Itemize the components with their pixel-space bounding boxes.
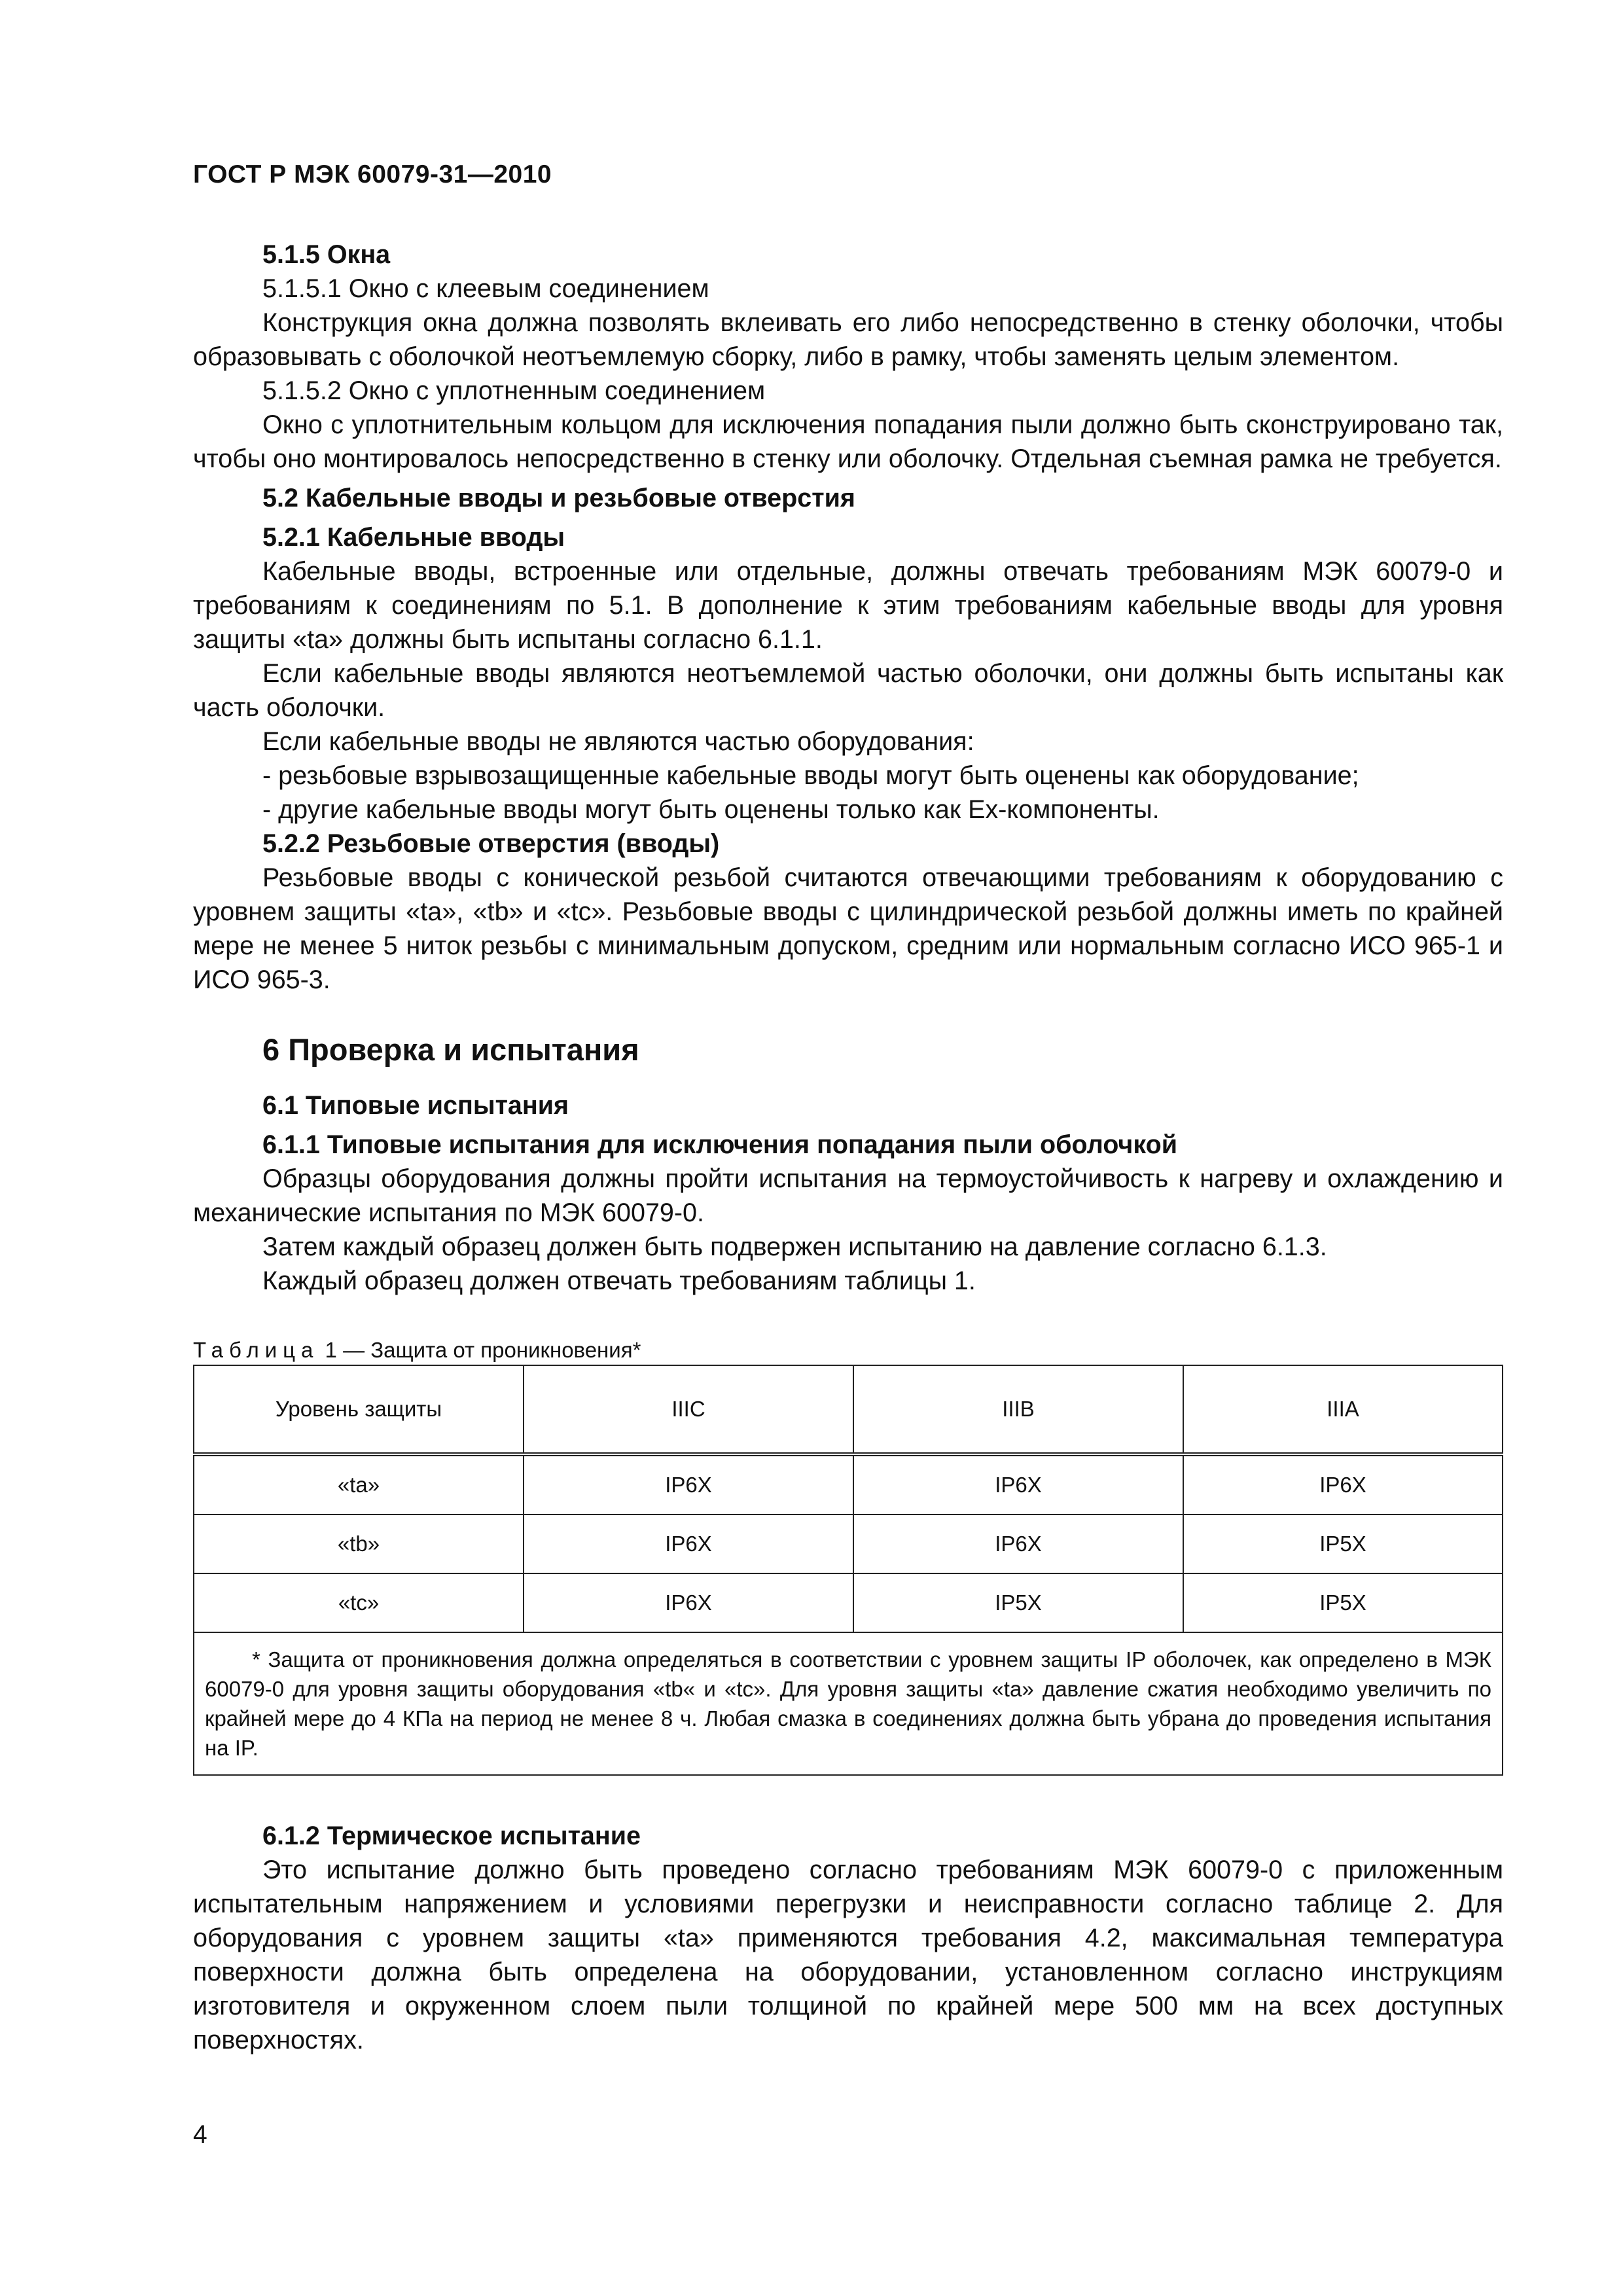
table-note: * Защита от проникновения должна определяться в соответствии с уровнем защиты IP оболочек, как определено в МЭК 60079-0 для уровня защиты оборудования «tb« и «tc». Для уровня защиты «ta» давление сжатия необходимо увеличить по крайней мере до 4 КПа на период не менее 8 ч. Любая смазка в соединениях должна быть убрана до проведения испытания на IP. (205, 1647, 1491, 1760)
document-header: ГОСТ Р МЭК 60079-31—2010 (193, 160, 552, 188)
section-5-2-heading: 5.2 Кабельные вводы и резьбовые отверстия (262, 484, 855, 512)
section-5-2-1-list-item-2: - другие кабельные вводы могут быть оценены только как Ex-компоненты. (262, 795, 1160, 824)
table-row (194, 1515, 1503, 1573)
section-5-1-5-heading: 5.1.5 Окна (262, 240, 391, 269)
section-6-1-1-paragraph-1: Образцы оборудования должны пройти испытания на термоустойчивость к нагреву и охлаждению и механические испытания по МЭК 60079-0. (193, 1164, 1503, 1227)
section-5-1-5-2-heading: 5.1.5.2 Окно с уплотненным соединением (262, 376, 766, 405)
section-5-2-1-list-item-1: - резьбовые взрывозащищенные кабельные вводы могут быть оценены как оборудование; (262, 761, 1359, 790)
section-5-2-1-paragraph-2: Если кабельные вводы являются неотъемлемой частью оболочки, они должны быть испытаны как часть оболочки. (193, 659, 1503, 722)
page-number: 4 (193, 2121, 207, 2149)
table-1-caption-title: 1 — Защита от проникновения* (319, 1338, 641, 1362)
table-1-caption-label: Таблица (193, 1338, 319, 1362)
section-5-2-2-text: Резьбовые вводы с конической резьбой считаются отвечающими требованиям к оборудованию с уровнем защиты «ta», «tb» и «tc». Резьбовые вводы с цилиндрической резьбой должны иметь по крайней мере не менее 5 ниток резьбы с минимальным допуском, средним или нормальным согласно ИСО 965-1 и ИСО 965-3. (193, 863, 1503, 994)
table-cell: IP6X (524, 1515, 853, 1573)
table-cell: IP6X (1183, 1454, 1503, 1515)
table-cell: «tc» (194, 1573, 524, 1632)
table-cell: IP6X (524, 1573, 853, 1632)
section-5-2-1-paragraph-1: Кабельные вводы, встроенные или отдельные, должны отвечать требованиям МЭК 60079-0 и требованиям к соединениям по 5.1. В дополнение к этим требованиям кабельные вводы для уровня защиты «ta» должны быть испытаны согласно 6.1.1. (193, 557, 1503, 654)
table-header-cell: IIIB (853, 1365, 1183, 1454)
table-cell: IP5X (1183, 1573, 1503, 1632)
section-5-1-5-1-heading: 5.1.5.1 Окно с клеевым соединением (262, 274, 709, 303)
section-5-2-1-paragraph-3: Если кабельные вводы не являются частью оборудования: (262, 727, 974, 756)
table-cell: «tb» (194, 1515, 524, 1573)
section-6-1-1-heading: 6.1.1 Типовые испытания для исключения попадания пыли оболочкой (262, 1130, 1178, 1159)
section-5-1-5-2-text: Окно с уплотнительным кольцом для исключения попадания пыли должно быть сконструировано так, чтобы оно монтировалось непосредственно в стенку или оболочку. Отдельная съемная рамка не требуется. (193, 410, 1503, 473)
section-6-heading: 6 Проверка и испытания (262, 1032, 639, 1067)
table-cell: IP6X (524, 1454, 853, 1515)
section-6-1-2-heading: 6.1.2 Термическое испытание (262, 1821, 641, 1850)
table-1 (193, 1365, 1503, 1776)
table-cell: IP6X (853, 1515, 1183, 1573)
table-cell: IP5X (1183, 1515, 1503, 1573)
document-body (193, 238, 1503, 2057)
table-row (194, 1573, 1503, 1632)
section-5-2-2-heading: 5.2.2 Резьбовые отверстия (вводы) (262, 829, 720, 858)
table-header-cell: Уровень защиты (194, 1365, 524, 1454)
table-note-cell (194, 1632, 1503, 1775)
section-6-1-1-paragraph-3: Каждый образец должен отвечать требованиям таблицы 1. (262, 1266, 976, 1295)
table-cell: IP6X (853, 1454, 1183, 1515)
section-6-1-2-text: Это испытание должно быть проведено согласно требованиям МЭК 60079-0 с приложенным испытательным напряжением и условиями перегрузки и неисправности согласно таблице 2. Для оборудования с уровнем защиты «ta» применяются требования 4.2, максимальная температура поверхности должна быть определена на оборудовании, установленном согласно инструкциям изготовителя и окруженном слоем пыли толщиной по крайней мере 500 мм на всех доступных поверхностях. (193, 1856, 1503, 2054)
table-header-cell: IIIC (524, 1365, 853, 1454)
table-1-caption (193, 1336, 1503, 1365)
table-header-cell: IIIA (1183, 1365, 1503, 1454)
section-5-1-5-1-text: Конструкция окна должна позволять вклеивать его либо непосредственно в стенку оболочки, чтобы образовывать с оболочкой неотъемлемую сборку, либо в рамку, чтобы заменять целым элементом. (193, 308, 1503, 371)
table-header-row (194, 1365, 1503, 1454)
table-cell: IP5X (853, 1573, 1183, 1632)
section-6-1-heading: 6.1 Типовые испытания (262, 1091, 569, 1120)
table-row (194, 1454, 1503, 1515)
section-6-1-1-paragraph-2: Затем каждый образец должен быть подвержен испытанию на давление согласно 6.1.3. (262, 1232, 1327, 1261)
table-cell: «ta» (194, 1454, 524, 1515)
table-note-row (194, 1632, 1503, 1775)
section-5-2-1-heading: 5.2.1 Кабельные вводы (262, 523, 565, 552)
